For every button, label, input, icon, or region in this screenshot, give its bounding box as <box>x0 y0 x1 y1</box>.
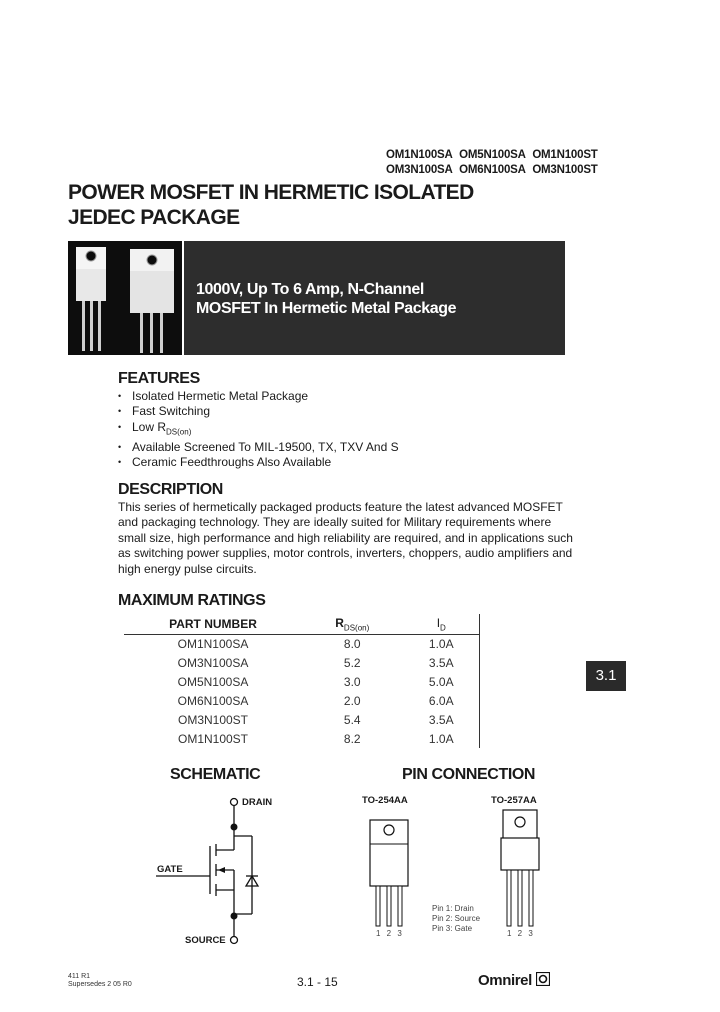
schematic-heading: SCHEMATIC <box>170 766 261 783</box>
title-line-1: POWER MOSFET IN HERMETIC ISOLATED <box>68 181 474 204</box>
col-id: $I_D$ <box>436 615 446 633</box>
pin-numbers-to257aa: 1 2 3 <box>507 929 533 938</box>
description-line: high energy pulse circuits. <box>118 561 257 576</box>
page-title <box>68 180 474 230</box>
table-right-border <box>479 614 480 748</box>
title-line-2: JEDEC PACKAGE <box>68 206 240 229</box>
pin-legend-item: Pin 1: Drain <box>432 904 474 913</box>
transistor-photo-image <box>68 241 182 355</box>
pin-legend-item: Pin 3: Gate <box>432 924 473 933</box>
feature-item: • Low $R_{DS(on)}$ <box>118 419 192 437</box>
description-text <box>118 500 573 577</box>
brand-name: Omnirel <box>478 972 532 989</box>
feature-item: • Fast Switching <box>118 404 211 419</box>
banner-line-2: MOSFET In Hermetic Metal Package <box>196 300 457 317</box>
description-line: small size, high performance and high reliability are required, and in applications such <box>118 530 573 545</box>
gate-label: GATE <box>157 864 183 875</box>
to254aa-package-drawing <box>364 814 414 932</box>
package-label-to257aa: TO-257AA <box>491 795 537 806</box>
table-row: OM5N100SA 3.0 5.0A <box>177 674 454 689</box>
section-tab-badge: 3.1 <box>586 661 626 691</box>
product-photo <box>68 241 182 355</box>
brand-logo-icon <box>536 972 550 986</box>
doc-revision-code: 411 R1 Supersedes 2 05 R0 <box>68 973 132 988</box>
page-number: 3.1 - 15 <box>297 975 338 989</box>
table-header-row <box>124 614 480 634</box>
feature-item: • Isolated Hermetic Metal Package <box>118 389 309 403</box>
brand-logo <box>478 972 550 989</box>
mosfet-schematic-diagram <box>150 790 273 950</box>
bullet-icon: • <box>118 391 122 401</box>
pin-legend-item: Pin 2: Source <box>432 914 481 923</box>
banner-text <box>196 280 456 318</box>
features-list <box>118 389 399 470</box>
col-part-number: PART NUMBER <box>169 617 257 631</box>
table-row: OM3N100ST 5.4 3.5A <box>177 712 454 727</box>
part-number-row-1: OM1N100SA OM5N100SA OM1N100ST <box>386 149 598 161</box>
description-heading: DESCRIPTION <box>118 481 223 498</box>
rds-subscript: DS(on) <box>166 427 192 437</box>
pin-legend <box>432 904 480 934</box>
description-line: and packaging technology. They are ideally suited for Military requirements where <box>118 515 552 530</box>
feature-item: • Ceramic Feedthroughs Also Available <box>118 455 332 470</box>
description-line: This series of hermetically packaged products feature the latest advanced MOSFET <box>118 500 563 514</box>
pin-numbers-to254aa: 1 2 3 <box>376 929 402 938</box>
bullet-icon: • <box>118 406 122 417</box>
part-number-list <box>386 148 598 178</box>
description-line: as switching power supplies, motor controls, inverters, choppers, audio amplifiers and <box>118 546 573 561</box>
pin-connection-heading: PIN CONNECTION <box>402 766 536 783</box>
table-row: OM6N100SA 2.0 6.0A <box>177 693 454 708</box>
part-number-row-2: OM3N100SA OM6N100SA OM3N100ST <box>386 164 598 176</box>
max-ratings-heading: MAXIMUM RATINGS <box>118 592 266 609</box>
drain-label: DRAIN <box>242 797 273 808</box>
table-row: OM3N100SA 5.2 3.5A <box>177 655 454 670</box>
to257aa-package-drawing <box>495 806 545 932</box>
col-rds: $R_{DS(on)}$ <box>335 615 370 633</box>
table-row: OM1N100SA 8.0 1.0A <box>177 636 454 651</box>
bullet-icon: • <box>118 457 122 468</box>
package-label-to254aa: TO-254AA <box>362 795 408 806</box>
table-row: OM1N100ST 8.2 1.0A <box>177 731 454 746</box>
table-header-divider <box>124 634 480 635</box>
features-heading: FEATURES <box>118 370 200 387</box>
banner-line-1: 1000V, Up To 6 Amp, N-Channel <box>196 281 424 298</box>
source-label: SOURCE <box>185 935 226 946</box>
bullet-icon: • <box>118 421 122 432</box>
bullet-icon: • <box>118 441 122 452</box>
feature-item: • Available Screened To MIL-19500, TX, TXV And S <box>118 439 399 454</box>
